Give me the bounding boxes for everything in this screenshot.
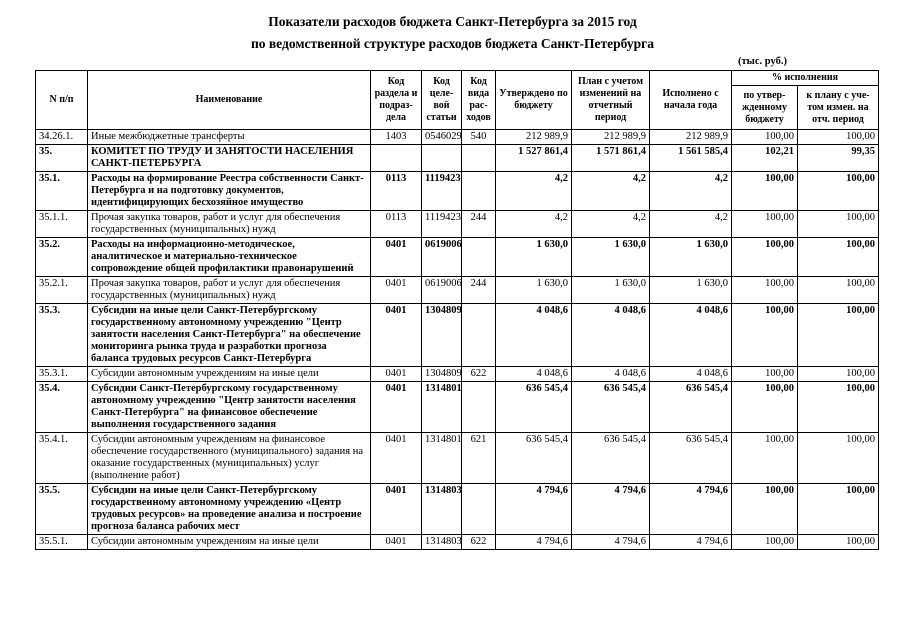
cell-executed: 1 630,0 [650, 238, 732, 277]
header-name: Наименование [88, 71, 371, 130]
cell-pct-approved: 102,21 [732, 145, 798, 172]
cell-pct-plan: 100,00 [798, 535, 879, 550]
cell-plan: 4 794,6 [572, 484, 650, 535]
header-section-code: Код раздела и подраз-дела [371, 71, 422, 130]
cell-approved: 636 545,4 [496, 382, 572, 433]
cell-num: 34.26.1. [36, 130, 88, 145]
cell-approved: 4 794,6 [496, 484, 572, 535]
cell-pct-plan: 100,00 [798, 367, 879, 382]
cell-num: 35.1. [36, 172, 88, 211]
cell-target-code [422, 145, 462, 172]
cell-num: 35. [36, 145, 88, 172]
cell-section-code: 0113 [371, 172, 422, 211]
header-target-code: Код целе-вой статьи [422, 71, 462, 130]
report-title: Показатели расходов бюджета Санкт-Петербурга за 2015 год [268, 14, 637, 29]
cell-approved: 212 989,9 [496, 130, 572, 145]
cell-plan: 4 048,6 [572, 304, 650, 367]
cell-plan: 1 630,0 [572, 238, 650, 277]
cell-plan: 4 794,6 [572, 535, 650, 550]
cell-target-code: 1119423 [422, 211, 462, 238]
cell-section-code: 0401 [371, 535, 422, 550]
cell-pct-approved: 100,00 [732, 211, 798, 238]
cell-pct-approved: 100,00 [732, 277, 798, 304]
cell-executed: 636 545,4 [650, 433, 732, 484]
header-executed: Исполнено с начала года [650, 71, 732, 130]
cell-section-code: 0113 [371, 211, 422, 238]
cell-plan: 4,2 [572, 172, 650, 211]
table-row [36, 238, 879, 277]
cell-pct-approved: 100,00 [732, 382, 798, 433]
cell-executed: 4,2 [650, 211, 732, 238]
cell-executed: 4 794,6 [650, 535, 732, 550]
cell-approved: 4,2 [496, 172, 572, 211]
cell-pct-plan: 100,00 [798, 304, 879, 367]
cell-approved: 1 630,0 [496, 277, 572, 304]
cell-pct-plan: 100,00 [798, 130, 879, 145]
cell-num: 35.3. [36, 304, 88, 367]
cell-pct-approved: 100,00 [732, 484, 798, 535]
cell-plan: 1 630,0 [572, 277, 650, 304]
cell-name: Субсидии автономным учреждениям на иные цели [88, 535, 371, 550]
cell-num: 35.2. [36, 238, 88, 277]
cell-executed: 1 561 585,4 [650, 145, 732, 172]
cell-name: Прочая закупка товаров, работ и услуг для обеспечения государственных (муниципальных) нужд [88, 211, 371, 238]
cell-kind-code: 622 [462, 535, 496, 550]
header-kind-code: Код вида рас-ходов [462, 71, 496, 130]
cell-target-code: 1304809 [422, 304, 462, 367]
cell-section-code: 0401 [371, 238, 422, 277]
cell-target-code: 1304809 [422, 367, 462, 382]
cell-pct-plan: 99,35 [798, 145, 879, 172]
cell-name: Субсидии на иные цели Санкт-Петербургскому государственному автономному учреждению "Центр занятости населения Санкт-Петербурга" на обеспечение мониторинга рынка труда и разработки прогноза баланса трудовых ресурсов Санкт-Петербурга [88, 304, 371, 367]
cell-pct-plan: 100,00 [798, 433, 879, 484]
cell-name: Прочая закупка товаров, работ и услуг для обеспечения государственных (муниципальных) нужд [88, 277, 371, 304]
cell-kind-code: 621 [462, 433, 496, 484]
cell-pct-plan: 100,00 [798, 238, 879, 277]
cell-kind-code [462, 172, 496, 211]
header-plan: План с учетом изменений на отчетный период [572, 71, 650, 130]
header-num: N п/п [36, 71, 88, 130]
cell-approved: 1 527 861,4 [496, 145, 572, 172]
cell-num: 35.3.1. [36, 367, 88, 382]
cell-name: Иные межбюджетные трансферты [88, 130, 371, 145]
cell-name: Субсидии на иные цели Санкт-Петербургскому государственному автономному учреждению «Центр трудовых ресурсов» на проведение анализа и построение прогноза баланса рабочих мест [88, 484, 371, 535]
cell-approved: 4 048,6 [496, 367, 572, 382]
cell-kind-code: 540 [462, 130, 496, 145]
cell-target-code: 1314803 [422, 535, 462, 550]
cell-executed: 212 989,9 [650, 130, 732, 145]
cell-target-code: 0619006 [422, 238, 462, 277]
cell-kind-code [462, 382, 496, 433]
cell-target-code: 1314803 [422, 484, 462, 535]
cell-name: Расходы на формирование Реестра собственности Санкт-Петербурга и на подготовку документов, идентифицирующих бесхозяйное имущество [88, 172, 371, 211]
cell-executed: 4 794,6 [650, 484, 732, 535]
cell-plan: 1 571 861,4 [572, 145, 650, 172]
cell-num: 35.2.1. [36, 277, 88, 304]
cell-section-code: 0401 [371, 484, 422, 535]
cell-num: 35.4.1. [36, 433, 88, 484]
cell-target-code: 0546029 [422, 130, 462, 145]
units-label: (тыс. руб.) [738, 56, 787, 67]
cell-section-code: 0401 [371, 433, 422, 484]
header-pct-plan: к плану с уче-том измен. на отч. период [798, 86, 879, 130]
cell-kind-code: 244 [462, 277, 496, 304]
table-row [36, 172, 879, 211]
cell-section-code: 0401 [371, 367, 422, 382]
cell-kind-code [462, 304, 496, 367]
cell-kind-code [462, 145, 496, 172]
cell-section-code: 0401 [371, 382, 422, 433]
cell-plan: 212 989,9 [572, 130, 650, 145]
cell-kind-code: 244 [462, 211, 496, 238]
cell-target-code: 1314801 [422, 382, 462, 433]
cell-kind-code: 622 [462, 367, 496, 382]
cell-pct-plan: 100,00 [798, 277, 879, 304]
cell-name: Субсидии автономным учреждениям на финансовое обеспечение государственного (муниципального) задания на оказание государственных (муниципальных) услуг (выполнение работ) [88, 433, 371, 484]
cell-pct-plan: 100,00 [798, 484, 879, 535]
cell-name: КОМИТЕТ ПО ТРУДУ И ЗАНЯТОСТИ НАСЕЛЕНИЯ САНКТ-ПЕТЕРБУРГА [88, 145, 371, 172]
table-row [36, 367, 879, 382]
cell-pct-plan: 100,00 [798, 172, 879, 211]
cell-num: 35.1.1. [36, 211, 88, 238]
cell-kind-code [462, 484, 496, 535]
cell-pct-approved: 100,00 [732, 367, 798, 382]
cell-pct-plan: 100,00 [798, 211, 879, 238]
cell-num: 35.5.1. [36, 535, 88, 550]
cell-approved: 4 048,6 [496, 304, 572, 367]
cell-pct-approved: 100,00 [732, 535, 798, 550]
cell-pct-approved: 100,00 [732, 238, 798, 277]
cell-plan: 636 545,4 [572, 382, 650, 433]
cell-approved: 636 545,4 [496, 433, 572, 484]
cell-pct-approved: 100,00 [732, 130, 798, 145]
table-row [36, 277, 879, 304]
table-row [36, 433, 879, 484]
cell-executed: 636 545,4 [650, 382, 732, 433]
cell-num: 35.5. [36, 484, 88, 535]
table-row [36, 304, 879, 367]
cell-plan: 636 545,4 [572, 433, 650, 484]
cell-target-code: 1314801 [422, 433, 462, 484]
cell-name: Расходы на информационно-методическое, аналитическое и материально-техническое сопровождение общей профилактики правонарушений [88, 238, 371, 277]
cell-num: 35.4. [36, 382, 88, 433]
cell-section-code: 0401 [371, 304, 422, 367]
cell-approved: 4 794,6 [496, 535, 572, 550]
table-row [36, 211, 879, 238]
table-row [36, 130, 879, 145]
cell-section-code [371, 145, 422, 172]
cell-pct-approved: 100,00 [732, 172, 798, 211]
cell-executed: 4,2 [650, 172, 732, 211]
cell-approved: 1 630,0 [496, 238, 572, 277]
budget-table [35, 70, 879, 550]
header-pct-group: % исполнения [732, 71, 879, 86]
table-row [36, 145, 879, 172]
cell-section-code: 1403 [371, 130, 422, 145]
cell-pct-approved: 100,00 [732, 304, 798, 367]
table-row [36, 484, 879, 535]
cell-pct-plan: 100,00 [798, 382, 879, 433]
header-pct-approved: по утвер-жденному бюджету [732, 86, 798, 130]
cell-plan: 4 048,6 [572, 367, 650, 382]
cell-target-code: 0619006 [422, 277, 462, 304]
cell-plan: 4,2 [572, 211, 650, 238]
cell-pct-approved: 100,00 [732, 433, 798, 484]
table-row [36, 535, 879, 550]
report-subtitle: по ведомственной структуре расходов бюджета Санкт-Петербурга [250, 36, 655, 51]
cell-name: Субсидии Санкт-Петербургскому государственному автономному учреждению "Центр занятости населения Санкт-Петербурга" на финансовое обеспечение выполнения государственного задания [88, 382, 371, 433]
cell-executed: 4 048,6 [650, 367, 732, 382]
cell-name: Субсидии автономным учреждениям на иные цели [88, 367, 371, 382]
cell-section-code: 0401 [371, 277, 422, 304]
cell-executed: 4 048,6 [650, 304, 732, 367]
table-row [36, 382, 879, 433]
cell-target-code: 1119423 [422, 172, 462, 211]
header-approved: Утверждено по бюджету [496, 71, 572, 130]
cell-executed: 1 630,0 [650, 277, 732, 304]
cell-approved: 4,2 [496, 211, 572, 238]
cell-kind-code [462, 238, 496, 277]
